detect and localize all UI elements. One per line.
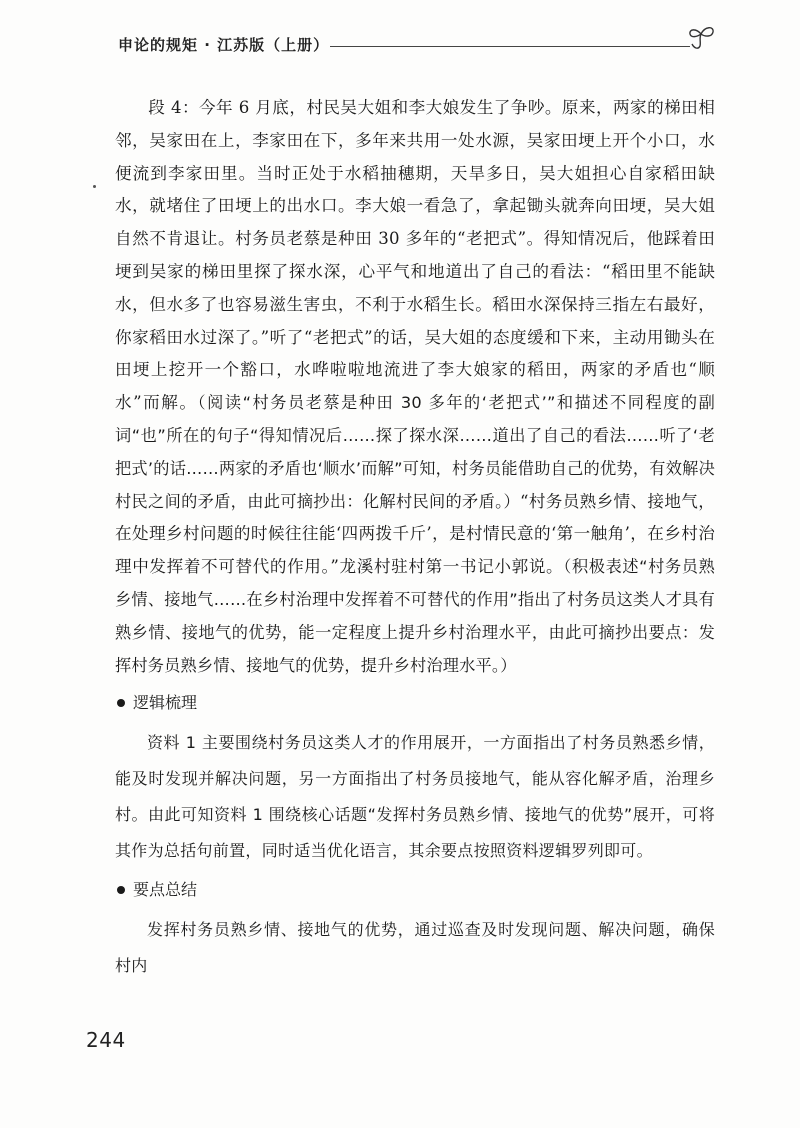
paragraph-case-4 <box>115 92 715 682</box>
case-4-quote: “村务员熟乡情、接地气，在处理乡村问题的时候往往能‘四两拨千斤’，是村情民意的‘第一触角’，在乡村治理中发挥着不可替代的作用。”龙溪村驻村第一书记小郭说。 <box>115 491 715 577</box>
bullet-icon <box>117 699 125 707</box>
logic-paragraph: 资料 1 主要围绕村务员这类人才的作用展开，一方面指出了村务员熟悉乡情，能及时发现并解决问题，另一方面指出了村务员接地气，能从容化解矛盾，治理乡村。由此可知资料 1 围绕核心话题“发挥村务员熟乡情、接地气的优势”展开，可将其作为总括句前置，同时适当优化语言，其余要点按照资料逻辑罗列即可。 <box>115 733 715 861</box>
sprout-leaf-icon <box>684 22 718 54</box>
header-rule <box>330 46 690 47</box>
section-heading-summary <box>115 874 715 906</box>
annotation-note-1: （阅读“村务员老蔡是种田 30 多年的‘老把式’”和描述不同程度的副词“也”所在的句子“得知情况后……探了探水深……道出了自己的看法……听了‘老把式’的话……两家的矛盾也‘顺水’而解”可知，村务员能借助自己的优势，有效解决村民之间的矛盾，由此可摘抄出：化解村民间的矛盾。） <box>115 393 716 511</box>
summary-paragraph: 发挥村务员熟乡情、接地气的优势，通过巡查及时发现问题、解决问题，确保村内 <box>115 920 715 976</box>
header-title: 申论的规矩 · 江苏版（上册） <box>118 36 330 54</box>
section-heading-logic <box>115 687 715 719</box>
case-4-narrative: 段 4：今年 6 月底，村民吴大姐和李大娘发生了争吵。原来，两家的梯田相邻，吴家田在上，李家田在下，多年来共用一处水源，吴家田埂上开个小口，水便流到李家田里。当时正处于水稻抽穗期，天旱多日，吴大姐担心自家稻田缺水，就堵住了田埂上的出水口。李大娘一看急了，拿起锄头就奔向田埂，吴大姐自然不肯退让。村务员老蔡是种田 30 多年的“老把式”。得知情况后，他踩着田埂到吴家的梯田里探了探水深，心平气和地道出了自己的看法：“稻田里不能缺水，但水多了也容易滋生害虫，不利于水稻生长。稻田水深保持三指左右最好，你家稻田水过深了。”听了“老把式”的话，吴大姐的态度缓和下来，主动用锄头在田埂上挖开一个豁口，水哗啦啦地流进了李大娘家的稻田，两家的矛盾也“顺水”而解。 <box>115 98 715 413</box>
bullet-icon <box>117 886 125 894</box>
section-heading-text: 要点总结 <box>133 880 198 900</box>
margin-mark <box>93 185 96 188</box>
section-heading-text: 逻辑梳理 <box>133 693 198 713</box>
running-header <box>118 30 718 66</box>
annotation-note-2: （积极表述“村务员熟乡情、接地气……在乡村治理中发挥着不可替代的作用”指出了村务员这类人才具有熟乡情、接地气的优势，能一定程度上提升乡村治理水平，由此可摘抄出要点：发挥村务员熟乡情、接地气的优势，提升乡村治理水平。） <box>115 557 715 675</box>
page-number: 244 <box>86 1028 126 1052</box>
main-text <box>115 92 715 984</box>
